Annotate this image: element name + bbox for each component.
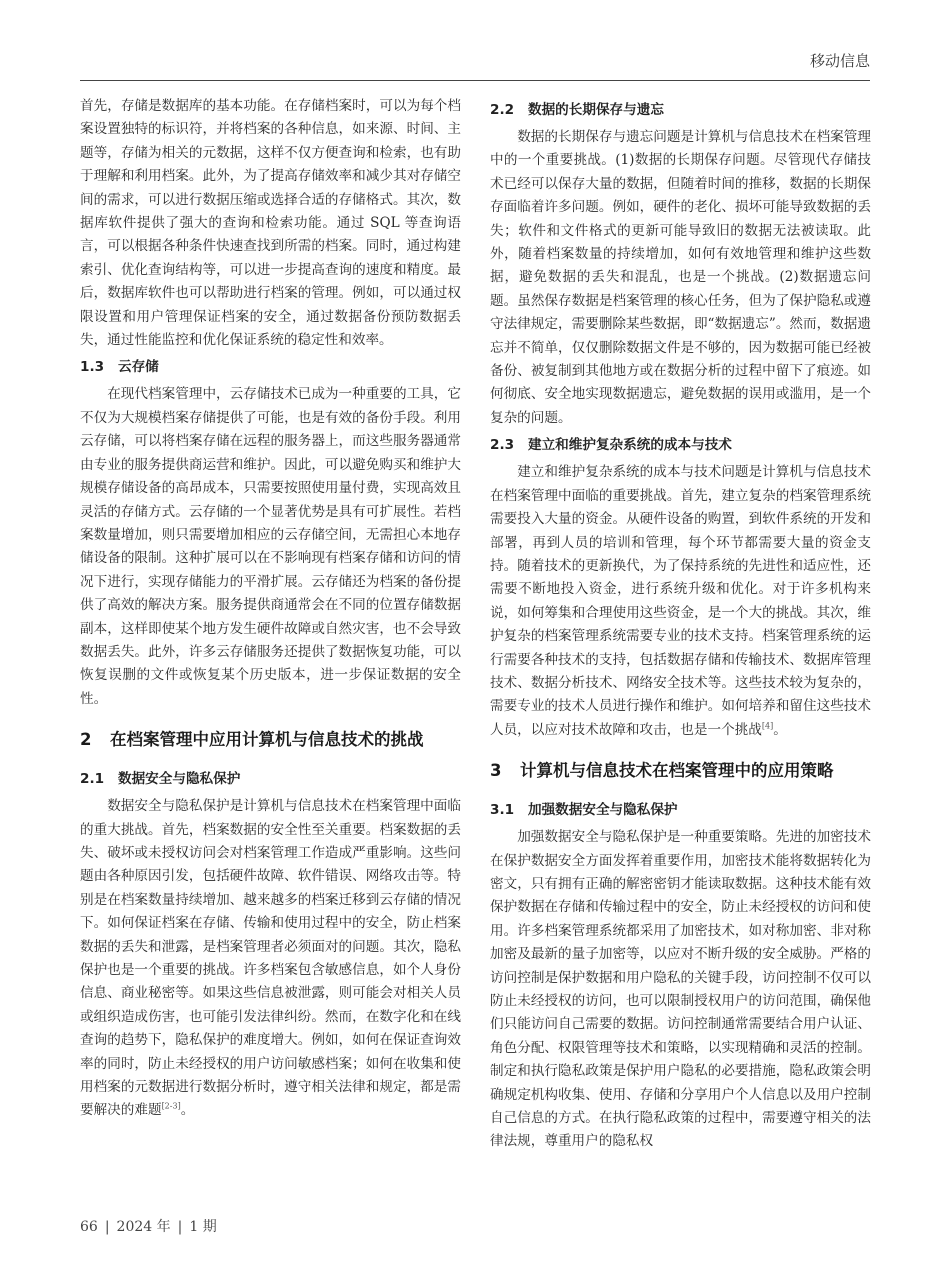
heading-number: 2 <box>80 730 92 750</box>
heading-1-3 <box>80 355 461 379</box>
paragraph-strengthen-security: 加强数据安全与隐私保护是一种重要策略。先进的加密技术在保护数据安全方面发挥着重要作用，加密技术能将数据转化为密文，只有拥有正确的解密密钥才能读取数据。这种技术能有效保护数据在存储和传输过程中的安全，防止未经授权的访问和使用。许多档案管理系统都采用了加密技术，如对称加密、非对称加密及最新的量子加密等，以应对不断升级的安全威胁。严格的访问控制是保护数据和用户隐私的关键手段，访问控制不仅可以防止未经授权的访问，也可以限制授权用户的访问范围，确保他们只能访问自己需要的数据。访问控制通常需要结合用户认证、角色分配、权限管理等技术和策略，以实现精确和灵活的控制。制定和执行隐私政策是保护用户隐私的必要措施，隐私政策会明确规定机构收集、使用、存储和分享用户个人信息以及用户控制自己信息的方式。在执行隐私政策的过程中，需要遵守相关的法律法规，尊重用户的隐私权 <box>490 829 871 1150</box>
paragraph-text: 数据安全与隐私保护是计算机与信息技术在档案管理中面临的重大挑战。首先，档案数据的安全性至关重要。档案数据的丢失、破坏或未授权访问会对档案管理工作造成严重影响。这些问题由各种原因引发，包括硬件故障、软件错误、网络攻击等。特别是在档案数量持续增加、越来越多的档案迁移到云存储的情况下。如何保证档案在存储、传输和使用过程中的安全，防止档案数据的丢失和泄露，是档案管理者必须面对的问题。其次，隐私保护也是一个重要的挑战。许多档案包含敏感信息，如个人身份信息、商业秘密等。如果这些信息被泄露，则可能会对相关人员或组织造成伤害，也可能引发法律纠纷。然而，在数字化和在线查询的趋势下，隐私保护的难度增大。例如，如何在保证查询效率的同时，防止未经授权的用户访问敏感档案；如何在收集和使用档案的元数据进行数据分析时，遵守相关法律和规定，都是需要解决的难题 <box>80 798 461 1119</box>
footer-separator: | <box>104 1219 110 1235</box>
heading-number: 3 <box>490 761 502 781</box>
heading-title: 加强数据安全与隐私保护 <box>528 802 678 819</box>
paragraph-system-cost <box>490 461 871 742</box>
citation-4: [4] <box>761 721 774 731</box>
footer-separator: | <box>177 1219 183 1235</box>
paragraph-database-functions: 首先，存储是数据库的基本功能。在存储档案时，可以为每个档案设置独特的标识符，并将档案的各种信息，如来源、时间、主题等，存储为相关的元数据，这样不仅方便查询和检索，也有助于理解和利用档案。此外，为了提高存储效率和减少其对存储空间的需求，可以进行数据压缩或选择合适的存储格式。其次，数据库软件提供了强大的查询和检索功能。通过 SQL 等查询语言，可以根据各种条件快速查找到所需的档案。同时，通过构建索引、优化查询结构等，可以进一步提高查询的速度和精度。最后，数据库软件也可以帮助进行档案的管理。例如，可以通过权限设置和用户管理保证档案的安全，通过数据备份预防数据丢失，通过性能监控和优化保证系统的稳定性和效率。 <box>80 98 461 349</box>
heading-number: 2.3 <box>490 437 515 454</box>
page-number: 66 <box>80 1219 98 1235</box>
heading-title: 建立和维护复杂系统的成本与技术 <box>528 437 732 454</box>
heading-2-3 <box>490 433 871 457</box>
footer-year: 2024 年 <box>116 1219 171 1235</box>
heading-number: 2.2 <box>490 102 515 118</box>
heading-2-1 <box>80 767 461 791</box>
journal-name: 移动信息 <box>809 52 870 70</box>
citation-2-3: [2-3] <box>161 1101 181 1111</box>
page-footer <box>80 1216 217 1236</box>
heading-title: 云存储 <box>118 359 159 376</box>
paragraph-text: 建立和维护复杂系统的成本与技术问题是计算机与信息技术在档案管理中面临的重要挑战。首先，建立复杂的档案管理系统需要投入大量的资金。从硬件设备的购置，到软件系统的开发和部署，再到人员的培训和管理，每个环节都需要大量的资金支持。随着技术的更新换代，为了保持系统的先进性和适应性，还需要不断地投入资金，进行系统升级和优化。对于许多机构来说，如何筹集和合理使用这些资金，是一个大的挑战。其次，维护复杂的档案管理系统需要专业的技术支持。档案管理系统的运行需要各种技术的支持，包括数据存储和传输技术、数据库管理技术、数据分析技术、网络安全技术等。这些技术较为复杂的，需要专业的技术人员进行操作和维护。如何培养和留住这些技术人员，以应对技术故障和攻击，也是一个挑战 <box>490 464 871 738</box>
heading-2-2 <box>490 98 871 122</box>
heading-section-2 <box>80 727 461 753</box>
heading-number: 2.1 <box>80 771 105 788</box>
paragraph-end: 。 <box>773 721 787 738</box>
heading-number: 3.1 <box>490 802 515 819</box>
right-column <box>490 95 871 1154</box>
header-rule <box>80 80 870 81</box>
heading-title: 数据的长期保存与遗忘 <box>528 102 664 118</box>
paragraph-security-privacy <box>80 795 461 1123</box>
paragraph-long-term-preservation: 数据的长期保存与遗忘问题是计算机与信息技术在档案管理中的一个重要挑战。(1)数据的长期保存问题。尽管现代存储技术已经可以保存大量的数据，但随着时间的推移，数据的长期保存面临着许多问题。例如，硬件的老化、损坏可能导致数据的丢失；软件和文件格式的更新可能导致旧的数据无法被读取。此外，随着档案数量的持续增加，如何有效地管理和维护这些数据，避免数据的丢失和混乱，也是一个挑战。(2)数据遗忘问题。虽然保存数据是档案管理的核心任务，但为了保护隐私或遵守法律规定，需要删除某些数据，即“数据遗忘”。然而，数据遗忘并不简单，仅仅删除数据文件是不够的，因为数据可能已经被备份、被复制到其他地方或在数据分析的过程中留下了痕迹。如何彻底、安全地实现数据遗忘，避免数据的误用或滥用，是一个复杂的问题。 <box>490 129 871 426</box>
heading-title: 数据安全与隐私保护 <box>118 771 241 788</box>
heading-title: 在档案管理中应用计算机与信息技术的挑战 <box>110 730 424 750</box>
heading-section-3 <box>490 758 871 784</box>
left-column <box>80 95 461 1123</box>
heading-number: 1.3 <box>80 359 105 376</box>
paragraph-end: 。 <box>180 1102 195 1119</box>
heading-title: 计算机与信息技术在档案管理中的应用策略 <box>520 761 834 781</box>
heading-3-1 <box>490 798 871 822</box>
paragraph-cloud-storage: 在现代档案管理中，云存储技术已成为一种重要的工具，它不仅为大规模档案存储提供了可能，也是有效的备份手段。利用云存储，可以将档案存储在远程的服务器上，而这些服务器通常由专业的服务提供商运营和维护。因此，可以避免购买和维护大规模存储设备的高昂成本，只需要按照使用量付费，实现高效且灵活的存储方式。云存储的一个显著优势是具有可扩展性。若档案数量增加，则只需要增加相应的云存储空间，无需担心本地存储设备的限制。这种扩展可以在不影响现有档案存储和访问的情况下进行，实现存储能力的平滑扩展。云存储还为档案的备份提供了高效的解决方案。服务提供商通常会在不同的位置存储数据副本，这样即使某个地方发生硬件故障或自然灾害，也不会导致数据丢失。此外，许多云存储服务还提供了数据恢复功能，可以恢复误删的文件或恢复某个历史版本，进一步保证数据的安全性。 <box>80 386 461 707</box>
footer-issue: 1 期 <box>189 1219 217 1235</box>
